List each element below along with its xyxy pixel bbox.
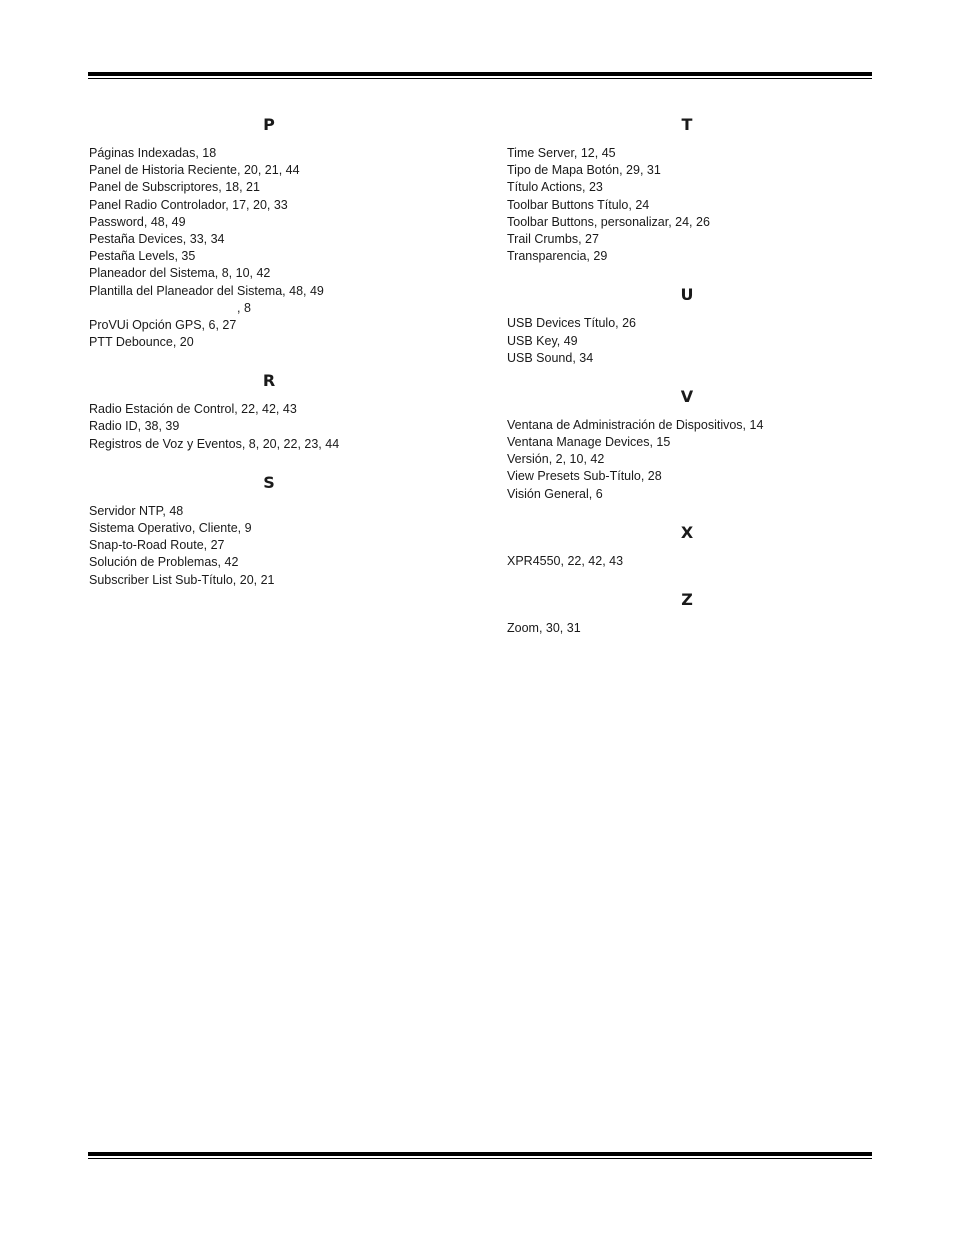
- index-section-r: [89, 371, 449, 453]
- index-entry: Planeador del Sistema, 8, 10, 42: [89, 266, 271, 281]
- index-entry: Páginas Indexadas, 18: [89, 146, 217, 160]
- index-entry: Transparencia, 29: [507, 249, 608, 264]
- section-letter: U: [680, 285, 694, 305]
- section-letter: T: [681, 115, 693, 134]
- index-entry: XPR4550, 22, 42, 43: [507, 553, 624, 568]
- index-entry: Panel Radio Controlador, 17, 20, 33: [89, 197, 288, 212]
- section-letter: R: [262, 371, 276, 391]
- index-section-t: [507, 115, 867, 265]
- index-entry: ProVUi Opción GPS, 6, 27: [89, 317, 237, 332]
- index-entry: USB Key, 49: [507, 333, 578, 348]
- index-entry: , 8: [237, 300, 251, 315]
- index-entry: USB Sound, 34: [507, 350, 594, 365]
- index-section-v: [507, 387, 867, 503]
- index-entry: Sistema Operativo, Cliente, 9: [89, 521, 252, 535]
- index-entry: Plantilla del Planeador del Sistema, 48, 49: [89, 283, 324, 298]
- index-entry: Registros de Voz y Eventos, 8, 20, 22, 23, 44: [89, 436, 340, 451]
- index-entry: Time Server, 12, 45: [507, 146, 616, 160]
- index-entry: Tipo de Mapa Botón, 29, 31: [507, 163, 661, 178]
- index-entry: Toolbar Buttons Título, 24: [507, 197, 650, 212]
- index-entry: Toolbar Buttons, personalizar, 24, 26: [507, 214, 710, 229]
- section-letter: P: [263, 115, 275, 134]
- index-entry: Snap-to-Road Route, 27: [89, 538, 225, 553]
- index-entry: View Presets Sub-Título, 28: [507, 469, 662, 484]
- index-entry: Título Actions, 23: [507, 180, 603, 195]
- index-entry: Ventana de Administración de Dispositivos, 14: [507, 417, 764, 432]
- index-entry: Versión, 2, 10, 42: [507, 452, 605, 467]
- index-section-u: [507, 285, 867, 367]
- index-entry: Trail Crumbs, 27: [507, 231, 599, 246]
- header-rule: [88, 72, 872, 79]
- index-entry: PTT Debounce, 20: [89, 335, 194, 350]
- index-entry: Password, 48, 49: [89, 214, 186, 229]
- index-entry: USB Devices Título, 26: [507, 316, 636, 331]
- index-entry: Ventana Manage Devices, 15: [507, 435, 671, 450]
- section-letter: Z: [681, 590, 693, 609]
- index-entry: Subscriber List Sub-Título, 20, 21: [89, 572, 275, 587]
- index-entry: Zoom, 30, 31: [507, 621, 581, 635]
- section-letter: X: [680, 522, 694, 542]
- index-section-z: [507, 590, 867, 637]
- footer-rule: [88, 1152, 872, 1159]
- index-column-right: [507, 115, 867, 657]
- index-section-s: [89, 473, 449, 589]
- index-column-left: [89, 115, 449, 609]
- index-entry: Servidor NTP, 48: [89, 503, 184, 518]
- index-section-p: [89, 115, 449, 351]
- index-entry: Pestaña Levels, 35: [89, 249, 196, 264]
- index-entry: Panel de Subscriptores, 18, 21: [89, 180, 260, 195]
- section-letter: S: [263, 472, 275, 492]
- index-entry: Visión General, 6: [507, 486, 603, 501]
- section-letter: V: [680, 386, 694, 406]
- index-entry: Pestaña Devices, 33, 34: [89, 231, 225, 246]
- index-entry: Radio Estación de Control, 22, 42, 43: [89, 402, 297, 417]
- index-entry: Radio ID, 38, 39: [89, 419, 180, 434]
- index-entry: Solución de Problemas, 42: [89, 555, 239, 570]
- index-entry: Panel de Historia Reciente, 20, 21, 44: [89, 163, 300, 178]
- index-section-x: [507, 523, 867, 570]
